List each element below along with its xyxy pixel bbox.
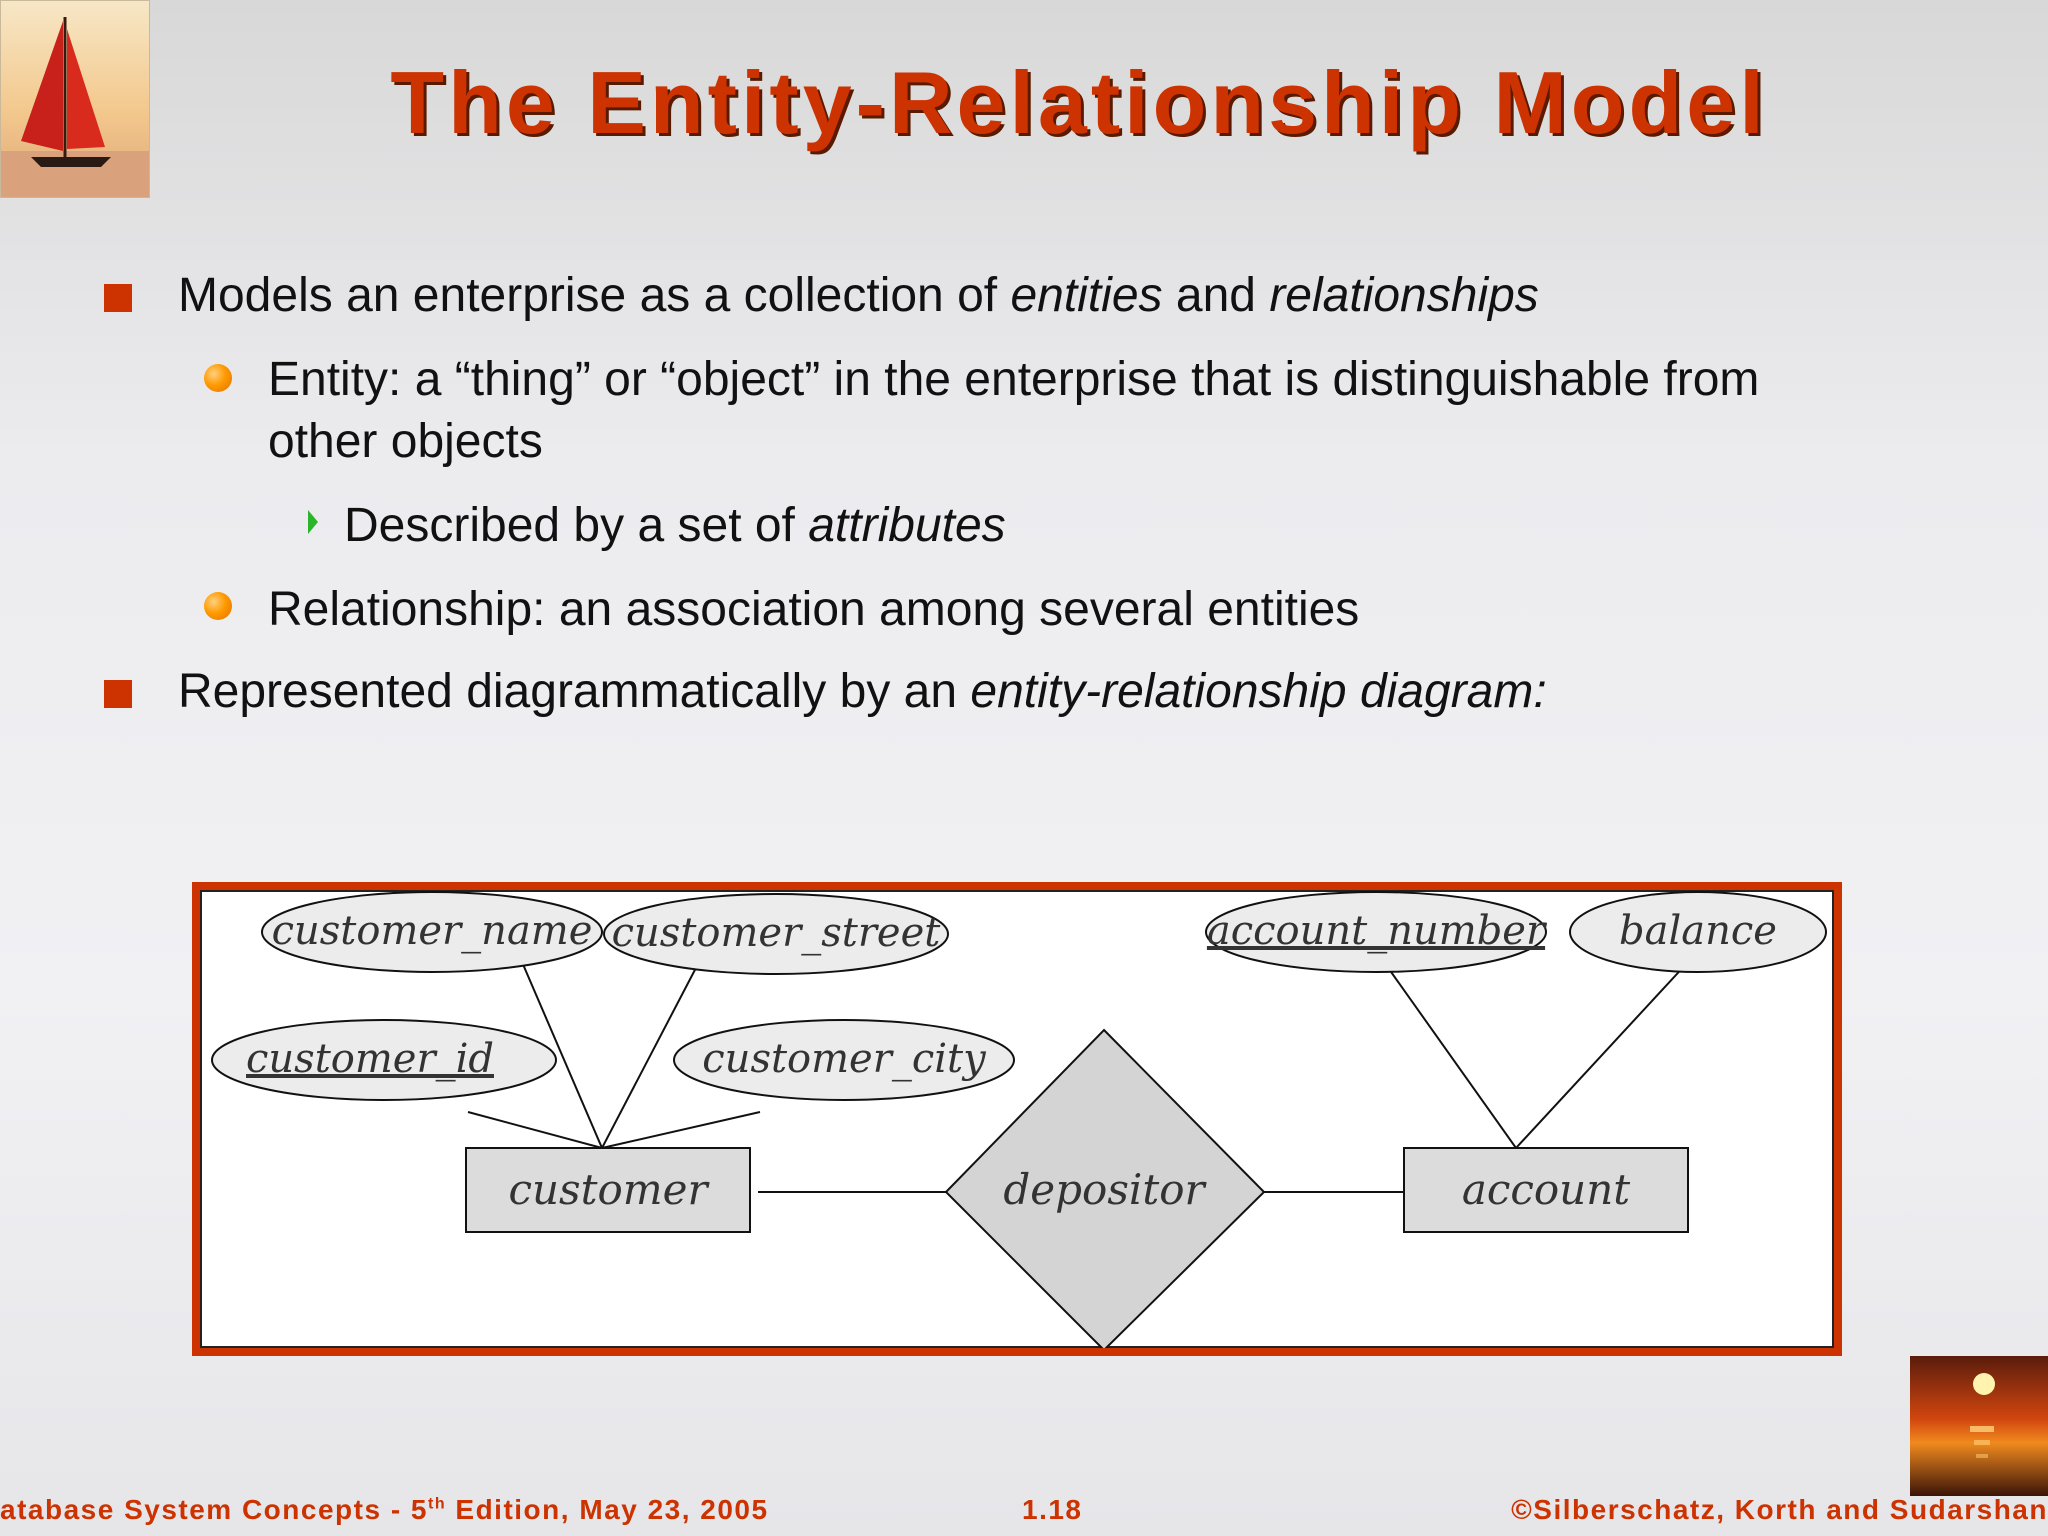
square-bullet-icon <box>104 284 132 312</box>
footer-text: Edition, May 23, 2005 <box>446 1494 769 1525</box>
circle-bullet-icon <box>204 364 232 392</box>
bullet-item-relationship: Relationship: an association among several entities <box>268 583 1360 636</box>
connector-line <box>468 1112 602 1148</box>
slide-title: The Entity-Relationship Model <box>390 53 1768 152</box>
bullet-emphasis: relationships <box>1269 269 1539 322</box>
entity-label: customer <box>508 1165 708 1214</box>
square-bullet-icon <box>104 680 132 708</box>
relationship-label: depositor <box>1003 1165 1205 1214</box>
bullet-emphasis: entity-relationship diagram: <box>970 665 1547 718</box>
attribute-label: customer_street <box>611 910 941 956</box>
circle-bullet-icon <box>204 592 232 620</box>
footer-page-number: 1.18 <box>1022 1494 1083 1525</box>
footer-superscript: th <box>428 1495 447 1513</box>
er-diagram <box>192 882 1842 1356</box>
sunset-image <box>1910 1356 2048 1496</box>
bullet-item-entity-cont: other objects <box>268 415 543 468</box>
triangle-bullet-icon <box>308 510 318 534</box>
attribute-label-key: customer_id <box>246 1036 494 1082</box>
connector-line <box>602 1112 760 1148</box>
bullet-emphasis: attributes <box>808 499 1006 552</box>
bullet-item-models <box>178 266 1539 326</box>
bullet-text: and <box>1162 269 1270 322</box>
attribute-label: balance <box>1619 908 1777 954</box>
bullet-item-represented <box>178 662 1547 722</box>
footer-text: atabase System Concepts - 5 <box>0 1494 428 1525</box>
bullet-item-entity: Entity: a “thing” or “object” in the enterprise that is distinguishable from <box>268 353 1760 406</box>
attribute-label: customer_city <box>702 1036 986 1082</box>
bullet-item-attributes <box>344 496 1006 556</box>
footer-copyright: ©Silberschatz, Korth and Sudarshan <box>1511 1494 2048 1525</box>
attribute-label-key: account_number <box>1206 908 1546 954</box>
connector-line <box>1516 962 1688 1148</box>
bullet-text: Described by a set of <box>344 499 809 552</box>
connector-line <box>1384 962 1516 1148</box>
bullet-emphasis: entities <box>1010 269 1163 322</box>
bullet-text: Models an enterprise as a collection of <box>178 269 1011 322</box>
attribute-label: customer_name <box>271 908 593 954</box>
bullet-text: Represented diagrammatically by an <box>178 665 971 718</box>
entity-label: account <box>1461 1165 1631 1214</box>
footer-book-info <box>0 1494 769 1526</box>
